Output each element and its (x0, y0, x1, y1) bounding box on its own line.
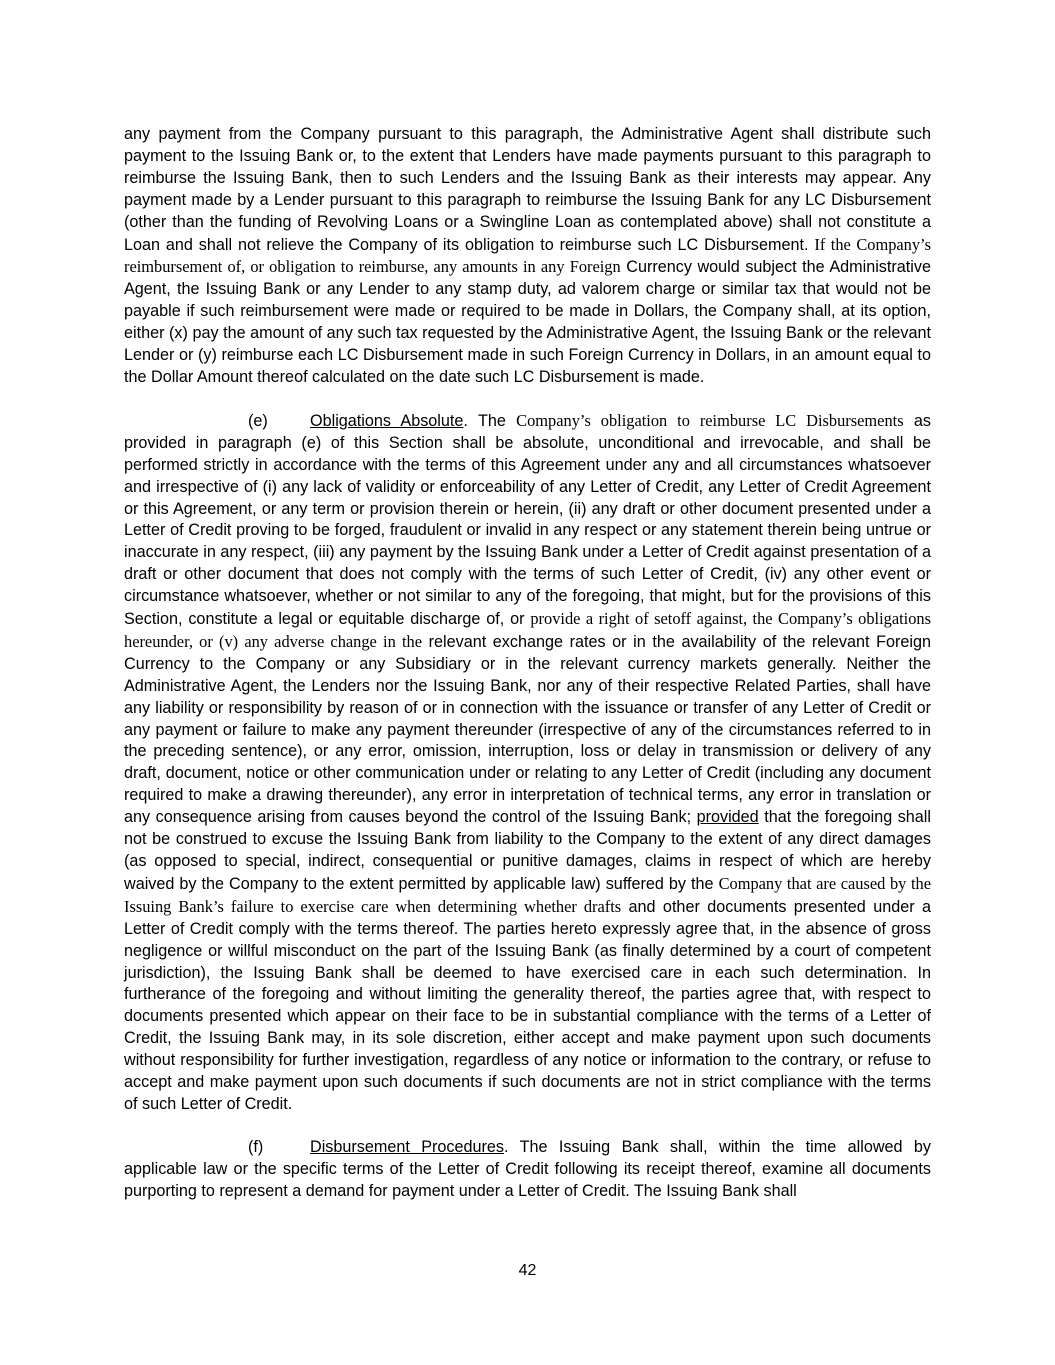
paragraph-text: any payment from the Company pursuant to this paragraph, the Administrative Agent shall distribute such payment to the Issuing Bank or, to the extent that Lenders have made payments pursuant to this paragraph to reimburse the Issuing Bank, then to such Lenders and the Issuing Bank as their interests may appear. Any payment made by a Lender pursuant to this paragraph to reimburse the Issuing Bank for any LC Disbursement (other than the funding of Revolving Loans or a Swingline Loan as contemplated above) shall not constitute a Loan and shall not relieve the Company of its obligation to reimburse such LC Disbursement. (124, 125, 931, 254)
paragraph-text: The Issuing Bank shall, within the time allowed by applicable law or the specific terms of the Letter of Credit following its receipt thereof, examine all documents purporting to represent a demand for payment under a Letter of Credit. The Issuing Bank shall (124, 1137, 932, 1200)
paragraph-text: The (467, 411, 517, 430)
section-f-heading-period: . (504, 1137, 509, 1156)
paragraph-text-serif: If the Company’s reimbursement of, or obligation to reimburse, any amounts in any Foreign (124, 234, 931, 277)
paragraph-text-serif: Company that are caused by the Issuing Bank’s failure to exercise care when determining whether drafts (124, 873, 932, 916)
section-e-heading-period: . (463, 411, 468, 430)
section-f-heading: Disbursement Procedures (310, 1137, 505, 1156)
paragraph-text-serif: Company’s obligation to reimburse LC Disbursements (516, 410, 904, 430)
paragraph-text: and other documents presented under a Letter of Credit comply with the terms thereof. The parties hereto expressly agree that, in the absence of gross negligence or willful misconduct on the part of the Issuing Bank (as finally determined by a court of competent jurisdiction), the Issuing Bank shall be deemed to have exercised care in each such determination. In furtherance of the foregoing and without limiting the generality thereof, the parties agree that, with respect to documents presented which appear on their face to be in substantial compliance with the terms of a Letter of Credit, the Issuing Bank may, in its sole discretion, either accept and make payment upon such documents without responsibility for further investigation, regardless of any notice or information to the contrary, or refuse to accept and make payment upon such documents if such documents are not in strict compliance with the terms of such Letter of Credit. (124, 897, 931, 1113)
paragraph-text-serif: provide a right of setoff against, the Company’s obligations hereunder, or (v) any adverse change in the (124, 609, 932, 651)
paragraph-text: Currency would subject the Administrative Agent, the Issuing Bank or any Lender to any stamp duty, ad valorem charge or similar tax that would not be payable if such reimbursement were made or required to be made in Dollars, the Company shall, at its option, either (x) pay the amount of any such tax requested by the Administrative Agent, the Issuing Bank or the relevant Lender or (y) reimburse each LC Disbursement made in such Foreign Currency in Dollars, in an amount equal to the Dollar Amount thereof calculated on the date such LC Disbursement is made. (124, 258, 931, 386)
paragraph-text: that the foregoing shall not be construed to excuse the Issuing Bank from liability to the Company to the extent of any direct damages (as opposed to special, indirect, consequential or punitive damages, claims in respect of which are hereby waived by the Company to the extent permitted by applicable law) suffered by the (124, 808, 931, 893)
section-e-label: (e) (248, 411, 268, 430)
provided-term: provided (696, 808, 759, 827)
paragraph-text: relevant exchange rates or in the availability of the relevant Foreign Currency to the Company or any Subsidiary or in the relevant currency markets generally. Neither the Administrative Agent, the Lenders nor the Issuing Bank, nor any of their respective Related Parties, shall have any liability or responsibility by reason of or in connection with the issuance or transfer of any Letter of Credit or any payment or failure to make any payment thereunder (irrespective of any of the circumstances referred to in the preceding sentence), or any error, omission, interruption, loss or delay in transmission or delivery of any draft, document, notice or other communication under or relating to any Letter of Credit (including any document required to make a drawing thereunder), any error in interpretation of technical terms, any error in translation or any consequence arising from causes beyond the control of the Issuing Bank; (124, 632, 931, 827)
page-number: 42 (518, 1262, 537, 1279)
paragraph-continued (124, 124, 931, 389)
paragraph-section-e (124, 410, 931, 1116)
paragraph-section-f (124, 1137, 931, 1203)
body-text (124, 124, 931, 1224)
section-e-heading: Obligations Absolute (310, 411, 464, 430)
section-f-label: (f) (248, 1137, 264, 1156)
paragraph-text: as provided in paragraph (e) of this Section shall be absolute, unconditional and irrevocable, and shall be performed strictly in accordance with the terms of this Agreement under any and all circumstances whatsoever and irrespective of (i) any lack of validity or enforceability of any Letter of Credit, any Letter of Credit Agreement or this Agreement, or any term or provision therein or herein, (ii) any draft or other document presented under a Letter of Credit proving to be forged, fraudulent or invalid in any respect or any statement therein being untrue or inaccurate in any respect, (iii) any payment by the Issuing Bank under a Letter of Credit against presentation of a draft or other document that does not comply with the terms of such Letter of Credit, (iv) any other event or circumstance whatsoever, whether or not similar to any of the foregoing, that might, but for the provisions of this Section, constitute a legal or equitable discharge of, or (124, 411, 931, 629)
